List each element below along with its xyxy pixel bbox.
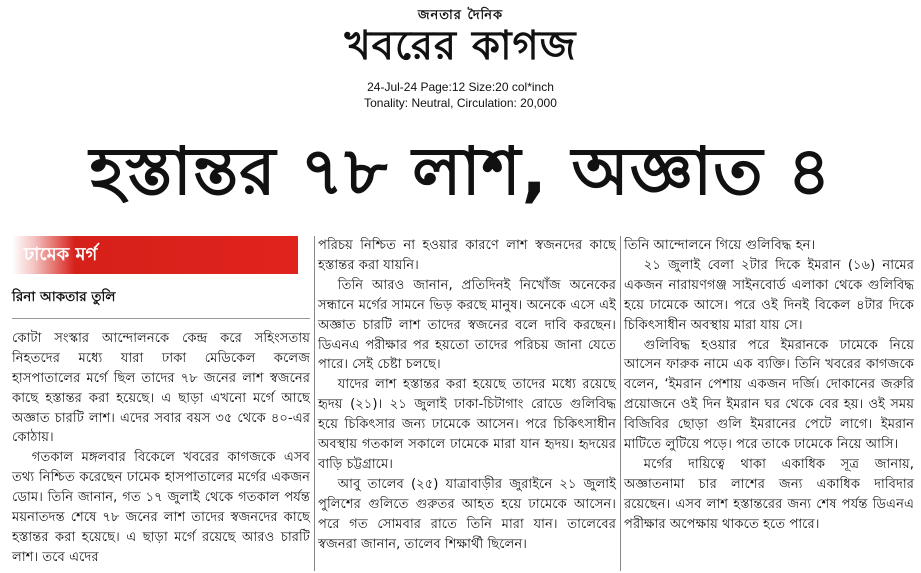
- section-banner: ঢামেক মর্গ: [12, 236, 298, 274]
- paragraph: কোটা সংস্কার আন্দোলনকে কেন্দ্র করে সহিংসতায় নিহতদের মধ্যে যারা ঢাকা মেডিকেল কলেজ হাসপাতালের মর্গে ছিল তাদের ৭৮ জনের লাশ স্বজনের কাছে হস্তান্তর করা হয়েছে। এ ছাড়া এখনো মর্গে আছে অজ্ঞাত চারটি লাশ। এদের সবার বয়স ৩৫ থেকে ৪০-এর কোঠায়।: [12, 330, 310, 446]
- paragraph: গুলিবিদ্ধ হওয়ার পরে ইমরানকে ঢামেকে নিয়ে আসেন ফারুক নামে এক ব্যক্তি। তিনি খবরের কাগজকে বলেন, ‘ইমরান পেশায় একজন দর্জি। দোকানের জরুরি প্রয়োজনে ওই দিন ইমরান ঘর থেকে বের হয়। ওই সময় বিজিবির ছোড়া গুলি ইমরানের পেটে লাগে। ইমরান মাটিতে লুটিয়ে পড়ে। পরে তাকে ঢামেকে নিয়ে আসি।: [624, 337, 914, 453]
- clipping-meta-date-size: 24-Jul-24 Page:12 Size:20 col*inch: [367, 80, 554, 94]
- paragraph: পরিচয় নিশ্চিত না হওয়ার কারণে লাশ স্বজনদের কাছে হস্তান্তর করা যায়নি।: [318, 238, 616, 273]
- paragraph: মর্গের দায়িত্বে থাকা একাধিক সূত্র জানায়, অজ্ঞাতনামা চার লাশের জন্য একাধিক দাবিদার রয়েছেন। এসব লাশ হস্তান্তরের জন্য শেষ পর্যন্ত ডিএনএ পরীক্ষার অপেক্ষায় থাকতে হতে পারে।: [624, 456, 914, 532]
- paragraph: আবু তালেব (২৫) যাত্রাবাড়ীর জুরাইনে ২১ জুলাই পুলিশের গুলিতে গুরুতর আহত হয়ে ঢামেকে আসেন। পরে গত সোমবার রাতে তিনি মারা যান। তালেবের স্বজনরা জানান, তালেব শিক্ষার্থী ছিলেন।: [318, 476, 616, 552]
- byline: রিনা আকতার তুলি: [12, 288, 310, 319]
- paragraph: গতকাল মঙ্গলবার বিকেলে খবরের কাগজকে এসব তথ্য নিশ্চিত করেছেন ঢামেক হাসপাতালের মর্গের একজন ডোম। তিনি জানান, গত ১৭ জুলাই থেকে গতকাল পর্যন্ত ময়নাতদন্ত শেষে ৭৮ জনের লাশ তাদের স্বজনদের কাছে হস্তান্তর করা হয়েছে। এ ছাড়া মর্গে রয়েছে আরও চারটি লাশ। তবে এদের: [12, 450, 310, 565]
- paragraph: তিনি আরও জানান, প্রতিদিনই নিখোঁজ অনেকের সন্ধানে মর্গের সামনে ভিড় করছে মানুষ। অনেকে এসে এই অজ্ঞাত চারটি লাশ তাদের স্বজনের বলে দাবি করছেন। ডিএনএ পরীক্ষার পর হয়তো তাদের পরিচয় জানা যেতে পারে। সেই চেষ্টা চলছে।: [318, 277, 616, 373]
- paragraph: যাদের লাশ হস্তান্তর করা হয়েছে তাদের মধ্যে রয়েছে হৃদয় (২১)। ২১ জুলাই ঢাকা-চিটাগাং রোডে গুলিবিদ্ধ হয়ে চিকিৎসার জন্য ঢামেকে আসেন। পরে চিকিৎসাধীন অবস্থায় গতকাল সকালে ঢামেকে মারা যান হৃদয়। হৃদয়ের বাড়ি চট্টগ্রামে।: [318, 377, 616, 472]
- newspaper-logo: খবরের কাগজ: [344, 22, 577, 69]
- article-headline: হস্তান্তর ৭৮ লাশ, অজ্ঞাত ৪: [89, 133, 832, 210]
- article-column-3: [624, 236, 914, 535]
- article-column-1: [12, 236, 310, 568]
- article-column-2: [318, 236, 616, 555]
- clipping-meta-tonality: Tonality: Neutral, Circulation: 20,000: [364, 96, 557, 110]
- paragraph: ২১ জুলাই বেলা ২টার দিকে ইমরান (১৬) নামের একজন নারায়ণগঞ্জ সাইনবোর্ড এলাকা থেকে গুলিবিদ্ধ হয়ে ঢামেকে আসে। পরে ওই দিনই বিকেল ৪টার দিকে চিকিৎসাধীন অবস্থায় মারা যায় সে।: [624, 257, 914, 333]
- paragraph: তিনি আন্দোলনে গিয়ে গুলিবিদ্ধ হন।: [624, 238, 816, 253]
- masthead-tagline: জনতার দৈনিক: [417, 8, 504, 23]
- masthead: [0, 0, 921, 115]
- column-divider: [314, 236, 315, 571]
- column-divider: [620, 236, 621, 571]
